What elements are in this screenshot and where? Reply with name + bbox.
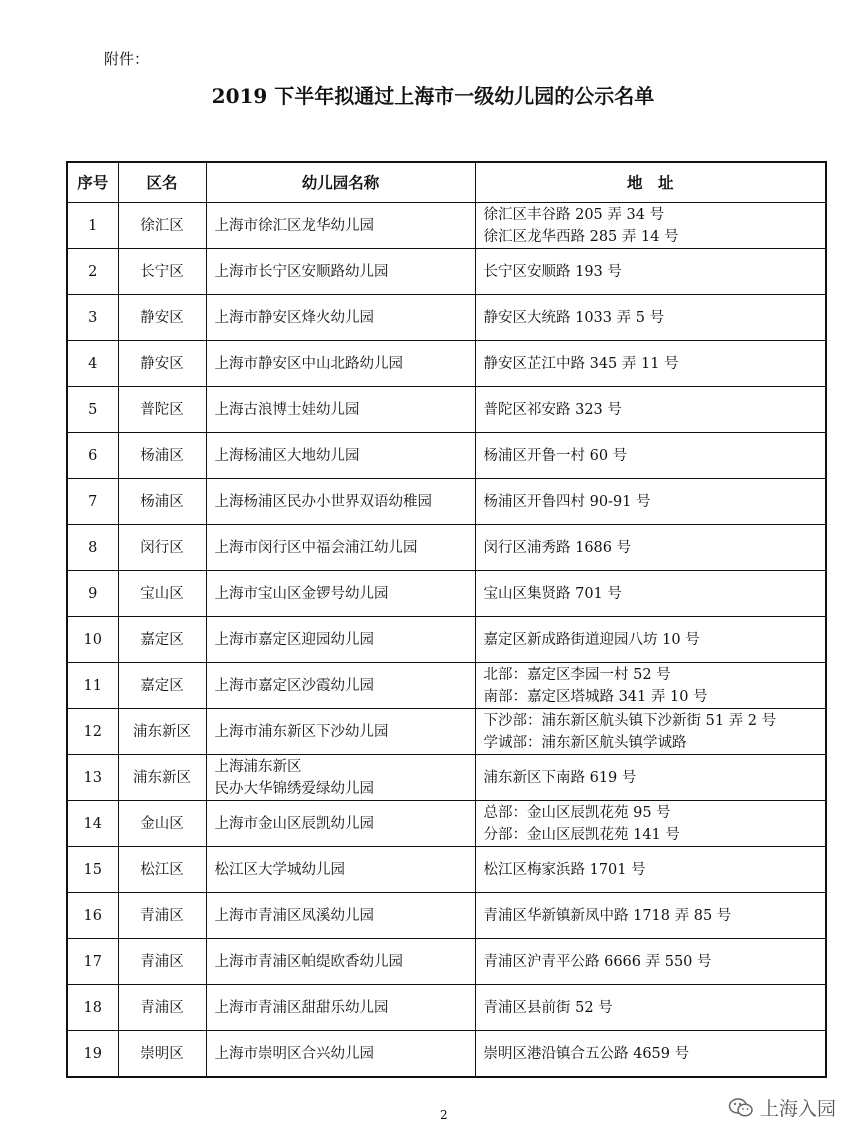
- row-number: 16: [67, 893, 118, 939]
- district-cell: 浦东新区: [118, 709, 206, 755]
- kindergarten-name-line: 上海市宝山区金锣号幼儿园: [214, 585, 389, 602]
- kindergarten-name-cell: [206, 893, 475, 939]
- kindergarten-name-line: 上海市长宁区安顺路幼儿园: [214, 263, 389, 280]
- address-line: 闵行区浦秀路 1686 号: [483, 539, 632, 556]
- address-line: 杨浦区开鲁四村 90-91 号: [483, 493, 651, 510]
- row-number: 9: [67, 571, 118, 617]
- address-line: 学诚部：浦东新区航头镇学诚路: [483, 734, 687, 751]
- address-line: 总部：金山区辰凯花苑 95 号: [483, 804, 671, 821]
- kindergarten-name-cell: [206, 433, 475, 479]
- kindergarten-name-cell: [206, 755, 475, 801]
- address-line: 崇明区港沿镇合五公路 4659 号: [483, 1045, 690, 1062]
- table-row: [67, 387, 826, 433]
- table-row: [67, 295, 826, 341]
- table-row: [67, 801, 826, 847]
- kindergarten-name-line: 上海市金山区辰凯幼儿园: [214, 815, 374, 832]
- table-row: [67, 709, 826, 755]
- watermark: [728, 1094, 836, 1121]
- row-number: 1: [67, 203, 118, 249]
- kindergarten-name-line: 上海市崇明区合兴幼儿园: [214, 1045, 374, 1062]
- kindergarten-name-cell: [206, 1031, 475, 1078]
- district-cell: 普陀区: [118, 387, 206, 433]
- row-number: 15: [67, 847, 118, 893]
- district-cell: 静安区: [118, 341, 206, 387]
- kindergarten-name-line: 松江区大学城幼儿园: [214, 861, 345, 878]
- kindergarten-name-cell: [206, 847, 475, 893]
- row-number: 7: [67, 479, 118, 525]
- address-cell: [475, 341, 826, 387]
- district-cell: 静安区: [118, 295, 206, 341]
- kindergarten-name-cell: [206, 801, 475, 847]
- district-cell: 青浦区: [118, 893, 206, 939]
- kindergarten-name-line: 上海市嘉定区迎园幼儿园: [214, 631, 374, 648]
- row-number: 6: [67, 433, 118, 479]
- kindergarten-name-cell: [206, 985, 475, 1031]
- address-cell: [475, 939, 826, 985]
- address-line: 松江区梅家浜路 1701 号: [483, 861, 646, 878]
- district-cell: 嘉定区: [118, 617, 206, 663]
- address-line: 南部：嘉定区塔城路 341 弄 10 号: [483, 688, 708, 705]
- table-row: [67, 203, 826, 249]
- kindergarten-name-line: 上海浦东新区: [214, 758, 302, 775]
- address-cell: [475, 985, 826, 1031]
- kindergarten-name-line: 上海市静安区烽火幼儿园: [214, 309, 374, 326]
- watermark-text: 上海入园: [760, 1098, 837, 1120]
- kindergarten-name-cell: [206, 341, 475, 387]
- address-cell: [475, 709, 826, 755]
- row-number: 13: [67, 755, 118, 801]
- address-line: 嘉定区新成路街道迎园八坊 10 号: [483, 631, 700, 648]
- kindergarten-name-cell: [206, 249, 475, 295]
- address-line: 青浦区华新镇新凤中路 1718 弄 85 号: [483, 907, 732, 924]
- kindergarten-name-cell: [206, 617, 475, 663]
- address-line: 青浦区县前街 52 号: [483, 999, 613, 1016]
- address-line: 普陀区祁安路 323 号: [483, 401, 622, 418]
- kindergarten-name-cell: [206, 939, 475, 985]
- kindergarten-name-cell: [206, 203, 475, 249]
- address-line: 静安区芷江中路 345 弄 11 号: [483, 355, 679, 372]
- district-cell: 崇明区: [118, 1031, 206, 1078]
- address-cell: [475, 387, 826, 433]
- table-row: [67, 847, 826, 893]
- kindergarten-name-line: 上海杨浦区大地幼儿园: [214, 447, 360, 464]
- address-cell: [475, 433, 826, 479]
- wechat-icon: [728, 1097, 754, 1119]
- address-cell: [475, 847, 826, 893]
- address-cell: [475, 249, 826, 295]
- address-line: 徐汇区龙华西路 285 弄 14 号: [483, 228, 679, 245]
- kindergarten-name-line: 上海市青浦区帕缇欧香幼儿园: [214, 953, 403, 970]
- address-cell: [475, 1031, 826, 1078]
- address-line: 徐汇区丰谷路 205 弄 34 号: [483, 206, 665, 223]
- table-row: [67, 893, 826, 939]
- kindergarten-name-cell: [206, 709, 475, 755]
- table-header-row: [67, 162, 826, 203]
- table-row: [67, 985, 826, 1031]
- row-number: 14: [67, 801, 118, 847]
- page-number: 2: [440, 1108, 448, 1122]
- row-number: 3: [67, 295, 118, 341]
- address-cell: [475, 295, 826, 341]
- row-number: 10: [67, 617, 118, 663]
- address-cell: [475, 479, 826, 525]
- table-row: [67, 249, 826, 295]
- table-row: [67, 341, 826, 387]
- address-line: 静安区大统路 1033 弄 5 号: [483, 309, 665, 326]
- kindergarten-name-line: 上海市嘉定区沙霞幼儿园: [214, 677, 374, 694]
- table-row: [67, 663, 826, 709]
- page-title: 2019 下半年拟通过上海市一级幼儿园的公示名单: [211, 84, 655, 108]
- kindergarten-name-cell: [206, 387, 475, 433]
- table-row: [67, 617, 826, 663]
- table-row: [67, 571, 826, 617]
- table-row: [67, 525, 826, 571]
- address-cell: [475, 893, 826, 939]
- kindergarten-name-cell: [206, 571, 475, 617]
- address-line: 分部：金山区辰凯花苑 141 号: [483, 826, 680, 843]
- district-cell: 青浦区: [118, 939, 206, 985]
- address-line: 长宁区安顺路 193 号: [483, 263, 622, 280]
- kindergarten-list-table: [66, 161, 827, 1078]
- address-cell: [475, 525, 826, 571]
- address-cell: [475, 203, 826, 249]
- row-number: 19: [67, 1031, 118, 1078]
- kindergarten-name-cell: [206, 295, 475, 341]
- kindergarten-name-cell: [206, 663, 475, 709]
- kindergarten-name-cell: [206, 479, 475, 525]
- address-cell: [475, 571, 826, 617]
- district-cell: 宝山区: [118, 571, 206, 617]
- district-cell: 嘉定区: [118, 663, 206, 709]
- row-number: 17: [67, 939, 118, 985]
- kindergarten-name-line: 上海杨浦区民办小世界双语幼稚园: [214, 493, 432, 510]
- column-header-district: 区名: [118, 162, 206, 203]
- kindergarten-name-line: 上海市青浦区凤溪幼儿园: [214, 907, 374, 924]
- address-line: 北部：嘉定区李园一村 52 号: [483, 666, 671, 683]
- address-cell: [475, 755, 826, 801]
- row-number: 5: [67, 387, 118, 433]
- kindergarten-name-line: 上海市徐汇区龙华幼儿园: [214, 217, 374, 234]
- address-cell: [475, 617, 826, 663]
- table-row: [67, 755, 826, 801]
- row-number: 4: [67, 341, 118, 387]
- district-cell: 闵行区: [118, 525, 206, 571]
- district-cell: 杨浦区: [118, 433, 206, 479]
- kindergarten-name-cell: [206, 525, 475, 571]
- district-cell: 杨浦区: [118, 479, 206, 525]
- attachment-label: 附件：: [104, 50, 150, 68]
- district-cell: 松江区: [118, 847, 206, 893]
- address-cell: [475, 663, 826, 709]
- kindergarten-name-line: 上海市闵行区中福会浦江幼儿园: [214, 539, 418, 556]
- address-line: 宝山区集贤路 701 号: [483, 585, 622, 602]
- column-header-address: 地 址: [475, 162, 826, 203]
- table-row: [67, 433, 826, 479]
- row-number: 8: [67, 525, 118, 571]
- address-line: 浦东新区下南路 619 号: [483, 769, 637, 786]
- district-cell: 金山区: [118, 801, 206, 847]
- row-number: 11: [67, 663, 118, 709]
- kindergarten-name-line: 上海市静安区中山北路幼儿园: [214, 355, 403, 372]
- district-cell: 浦东新区: [118, 755, 206, 801]
- row-number: 18: [67, 985, 118, 1031]
- address-line: 杨浦区开鲁一村 60 号: [483, 447, 628, 464]
- kindergarten-name-line: 上海市青浦区甜甜乐幼儿园: [214, 999, 389, 1016]
- table-row: [67, 1031, 826, 1078]
- address-line: 青浦区沪青平公路 6666 弄 550 号: [483, 953, 712, 970]
- kindergarten-name-line: 上海古浪博士娃幼儿园: [214, 401, 360, 418]
- column-header-no: 序号: [67, 162, 118, 203]
- row-number: 12: [67, 709, 118, 755]
- table-row: [67, 479, 826, 525]
- district-cell: 青浦区: [118, 985, 206, 1031]
- kindergarten-name-line: 民办大华锦绣爱绿幼儿园: [214, 780, 374, 797]
- kindergarten-name-line: 上海市浦东新区下沙幼儿园: [214, 723, 389, 740]
- district-cell: 长宁区: [118, 249, 206, 295]
- address-line: 下沙部：浦东新区航头镇下沙新街 51 弄 2 号: [483, 712, 777, 729]
- district-cell: 徐汇区: [118, 203, 206, 249]
- column-header-name: 幼儿园名称: [206, 162, 475, 203]
- row-number: 2: [67, 249, 118, 295]
- table-row: [67, 939, 826, 985]
- address-cell: [475, 801, 826, 847]
